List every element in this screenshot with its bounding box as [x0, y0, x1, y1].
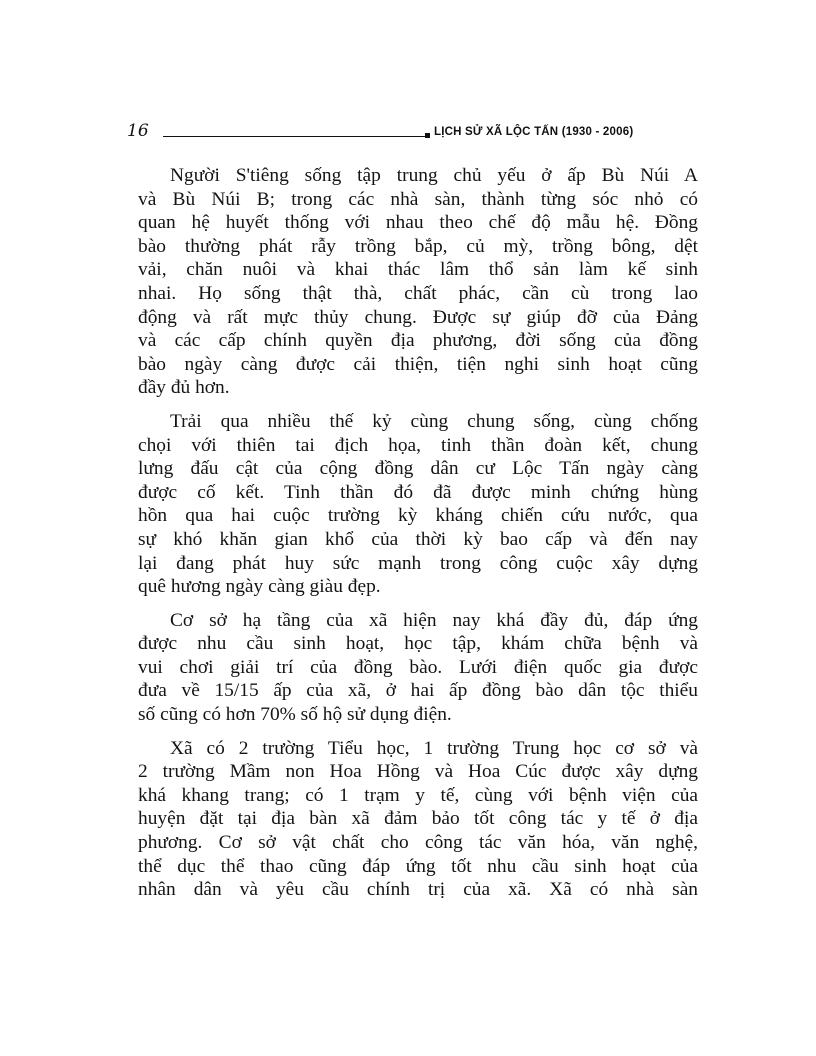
page-number: 16	[127, 121, 149, 141]
text-line: 2 trường Mầm non Hoa Hồng và Hoa Cúc được xây dựng	[138, 761, 698, 783]
text-line: và Bù Núi B; trong các nhà sàn, thành từng sóc nhỏ có	[138, 188, 698, 210]
text-line: lại đang phát huy sức mạnh trong công cuộc xây dựng	[138, 552, 698, 574]
paragraph	[138, 410, 698, 599]
text-line: động và rất mực thủy chung. Được sự giúp đỡ của Đảng	[138, 306, 698, 328]
text-line: bào ngày càng được cải thiện, tiện nghi sinh hoạt cũng	[138, 353, 698, 375]
text-line: vải, chăn nuôi và khai thác lâm thổ sản làm kế sinh	[138, 259, 698, 281]
text-line: được cố kết. Tinh thần đó đã được minh chứng hùng	[138, 481, 698, 503]
text-line: Xã có 2 trường Tiểu học, 1 trường Trung học cơ sở và	[170, 737, 698, 759]
text-line: số cũng có hơn 70% số hộ sử dụng điện.	[138, 704, 452, 726]
text-line: Cơ sở hạ tầng của xã hiện nay khá đầy đủ, đáp ứng	[170, 609, 698, 631]
text-line: sự khó khăn gian khổ của thời kỳ bao cấp và đến nay	[138, 528, 698, 550]
text-line: bào thường phát rẫy trồng bắp, củ mỳ, trồng bông, dệt	[138, 235, 698, 257]
book-title: LỊCH SỬ XÃ LỘC TẤN (1930 - 2006)	[434, 126, 634, 138]
header-rule-bullet	[425, 133, 430, 138]
text-line: huyện đặt tại địa bàn xã đảm bảo tốt công tác y tế ở địa	[138, 808, 698, 830]
text-line: thể dục thể thao cũng đáp ứng tốt nhu cầu sinh hoạt của	[138, 855, 698, 877]
text-line: đưa về 15/15 ấp của xã, ở hai ấp đồng bào dân tộc thiểu	[138, 680, 698, 702]
paragraph	[138, 737, 698, 902]
text-line: lưng đấu cật của cộng đồng dân cư Lộc Tấn ngày càng	[138, 458, 698, 480]
text-line: nhai. Họ sống thật thà, chất phác, cần cù trong lao	[138, 282, 698, 304]
text-line: và các cấp chính quyền địa phương, đời sống của đồng	[138, 330, 698, 352]
running-header	[127, 119, 699, 141]
text-line: vui chơi giải trí của đồng bào. Lưới điện quốc gia được	[138, 656, 698, 678]
body-text	[138, 164, 698, 912]
text-line: chọi với thiên tai địch họa, tinh thần đoàn kết, chung	[138, 434, 698, 456]
text-line: phương. Cơ sở vật chất cho công tác văn hóa, văn nghệ,	[138, 832, 698, 854]
paragraph	[138, 609, 698, 727]
text-line: được nhu cầu sinh hoạt, học tập, khám chữa bệnh và	[138, 633, 698, 655]
text-line: quê hương ngày càng giàu đẹp.	[138, 576, 381, 598]
text-line: nhân dân và yêu cầu chính trị của xã. Xã có nhà sàn	[138, 879, 698, 901]
text-line: khá khang trang; có 1 trạm y tế, cùng với bệnh viện của	[138, 784, 698, 806]
text-line: hồn qua hai cuộc trường kỳ kháng chiến cứu nước, qua	[138, 505, 698, 527]
header-rule	[163, 136, 425, 137]
text-line: Trải qua nhiều thế kỷ cùng chung sống, cùng chống	[170, 410, 698, 432]
text-line: quan hệ huyết thống với nhau theo chế độ mẫu hệ. Đồng	[138, 212, 698, 234]
paragraph	[138, 164, 698, 400]
text-line: đầy đủ hơn.	[138, 377, 230, 399]
text-line: Người S'tiêng sống tập trung chủ yếu ở ấp Bù Núi A	[170, 165, 698, 186]
